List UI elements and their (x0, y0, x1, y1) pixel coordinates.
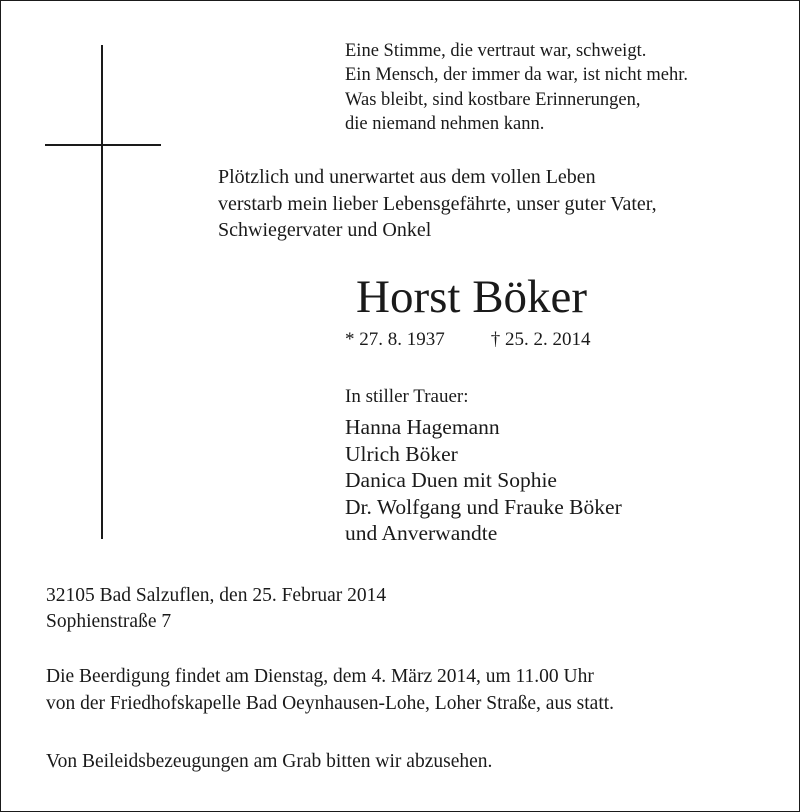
mourner-name: Hanna Hagemann (345, 415, 500, 439)
closing-note: Von Beileidsbezeugungen am Grab bitten wir abzusehen. (46, 751, 493, 772)
intro-line: Plötzlich und unerwartet aus dem vollen Leben (218, 166, 596, 188)
intro-text (218, 164, 657, 244)
funeral-line: Die Beerdigung findet am Dienstag, dem 4. März 2014, um 11.00 Uhr (46, 666, 594, 687)
life-dates (345, 327, 591, 353)
mourning-label: In stiller Trauer: (345, 386, 469, 407)
birth-date: * 27. 8. 1937 (345, 329, 445, 350)
intro-line: Schwiegervater und Onkel (218, 219, 432, 241)
street-address: Sophienstraße 7 (46, 611, 172, 632)
mourner-name: Dr. Wolfgang und Frauke Böker (345, 494, 622, 519)
mourner-name: und Anverwandte (345, 521, 498, 545)
mourner-name: Ulrich Böker (345, 441, 458, 466)
cross-icon-vertical-bar (101, 45, 103, 539)
poem-line: die niemand nehmen kann. (345, 113, 545, 134)
deceased-name: Horst Böker (356, 271, 588, 323)
intro-line: verstarb mein lieber Lebensgefährte, unser guter Vater, (218, 192, 657, 215)
cross-icon-horizontal-bar (45, 144, 161, 146)
address-block (46, 583, 386, 635)
poem-verse (345, 39, 688, 136)
place-and-date: 32105 Bad Salzuflen, den 25. Februar 2014 (46, 585, 387, 606)
mourner-name: Danica Duen mit Sophie (345, 468, 557, 492)
poem-line: Eine Stimme, die vertraut war, schweigt. (345, 41, 647, 61)
death-date: † 25. 2. 2014 (490, 329, 591, 350)
funeral-line: von der Friedhofskapelle Bad Oeynhausen-Lohe, Loher Straße, aus statt. (46, 692, 615, 714)
poem-line: Was bleibt, sind kostbare Erinnerungen, (345, 89, 641, 110)
funeral-info (46, 664, 614, 717)
mourners-list (345, 414, 622, 547)
poem-line: Ein Mensch, der immer da war, ist nicht mehr. (345, 65, 688, 86)
